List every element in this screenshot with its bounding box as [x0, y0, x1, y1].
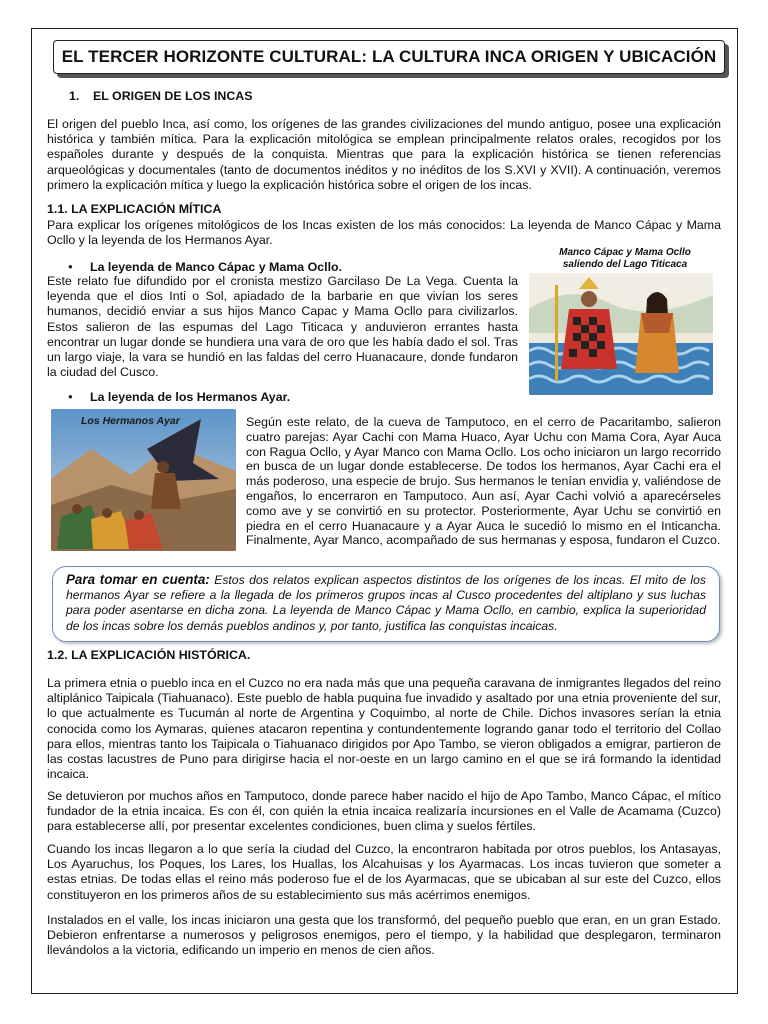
- bullet-dot: ●: [68, 262, 73, 271]
- legend-manco-text: Este relato fue difundido por el cronista mestizo Garcilaso De La Vega. Cuenta la leyenda que el dios Inti o Sol, apiadado de la barbarie en que vivían los seres humanos, decidió enviar a sus hijos Manco Capac y Mama Ocllo para civilizarlos. Estos salieron de las espumas del Lago Titicaca y anduvieron errantes hasta encontrar un lugar donde se hundiera una vara de oro que les había dado el sol. Tras un largo viaje, la vara se hundió en las faldas del cerro Huanacaure, donde fundaron la ciudad del Cusco.: [47, 274, 518, 380]
- caption-line: saliendo del Lago Titicaca: [562, 259, 688, 270]
- manco-capac-illustration: [529, 273, 713, 395]
- hermanos-ayar-illustration: [51, 409, 236, 551]
- historic-paragraph-1: La primera etnia o pueblo inca en el Cuzco no era nada más que una pequeña caravana de inmigrantes llegados del reino altiplánico Taipicala (Tiahuanaco). Este pueblo de habla puquina fue invadido y asaltado por una etnia proveniente del sur, lo que actualmente es Tucumán al norte de Argentina y Coquimbo, al norte de Chile. Dichos invasores serían la etnia conocida como los Aymaras, quienes atacaron repentina y contundentemente logrando ganar todo el territorio del Collao para ellos, mientras tanto los Taipicala o Tiahuanaco dirigidos por Apo Tambo, se vieron obligados a emigrar, partieron de las costas lacustres de Puno para dirigirse hacia el nor-oeste en un largo camino en el que se irá formando la identidad incaica.: [47, 676, 721, 782]
- section-number: 1.: [69, 89, 80, 103]
- note-lead: Para tomar en cuenta:: [66, 572, 210, 587]
- caption-line: Manco Cápac y Mama Ocllo: [559, 247, 691, 258]
- historic-paragraph-3: Cuando los incas llegaron a lo que sería la ciudad del Cuzco, la encontraron habitada por otros pueblos, los Antasayas, Los Ayaruchus, los Poques, los Lares, los Huallas, los Alcahuisas y los Ayarmacas. Los incas tuvieron que someter a estas etnias. De todas ellas el reino más poderoso fue el de los Ayarmacas, que se ubicaban al sur este del Cuzco, ellos constituyeron en los primeros años de su establecimiento sus más acérrimos enemigos.: [47, 842, 721, 902]
- subsection-heading-historic: 1.2. LA EXPLICACIÓN HISTÓRICA.: [47, 648, 251, 662]
- section-heading: EL ORIGEN DE LOS INCAS: [93, 89, 253, 103]
- figure-hermanos-ayar: [51, 409, 236, 551]
- legend-ayar-title: La leyenda de los Hermanos Ayar.: [90, 390, 291, 404]
- mythic-intro: Para explicar los orígenes mitológicos de los Incas existen de los más conocidos: La leyenda de Manco Cápac y Mama Ocllo y la leyenda de los Hermanos Ayar.: [47, 218, 721, 248]
- page-title: [53, 40, 725, 74]
- bullet-dot: ●: [68, 392, 73, 401]
- historic-paragraph-2: Se detuvieron por muchos años en Tamputoco, donde parece haber nacido el hijo de Apo Tambo, Manco Cápac, el mítico fundador de la etnia incaica. Es con él, con quién la etnia incaica realizaría incursiones en el Valle de Acamama (Cuzco) para establecerse allí, por presentar excelentes condiciones, buen clima y suelos fértiles.: [47, 789, 721, 834]
- page-title-text: EL TERCER HORIZONTE CULTURAL: LA CULTURA INCA ORIGEN Y UBICACIÓN: [61, 47, 717, 66]
- note-text: [66, 572, 706, 634]
- legend-ayar-text: Según este relato, de la cueva de Tamputoco, en el cerro de Pacaritambo, salieron cuatro parejas: Ayar Cachi con Mama Huaco, Ayar Uchu con Mama Cora, Ayar Auca con Ragua Ocllo, y Ayar Manco con Mama Ocllo. Los ocho iniciaron un largo recorrido en busca de un lugar donde establecerse. De todos los hermanos, Ayar Cachi era el más poderoso, una especie de brujo. Sus hermanos le tenían envidia y, valiéndose de engaños, lo encerraron en Tamputoco. Aun así, Ayar Cachi volvió a aparecérseles como ave y se convirtió en su protector. Posteriormente, Ayar Uchu se convirtió en piedra en el cerro Huanacaure y a Ayar Auca le sucedió lo mismo en el Inticancha. Finalmente, Ayar Manco, acompañado de sus hermanas y esposa, fundaron el Cuzco.: [246, 415, 721, 548]
- note-body: Estos dos relatos explican aspectos distintos de los orígenes de los incas. El mito de los hermanos Ayar se refiere a la llegada de los primeros grupos incas al Cusco procedentes del altiplano y sus luchas para poder asentarse en dicha zona. La leyenda de Manco Cápac y Mama Ocllo, en cambio, explica la superioridad de los incas sobre los demás pueblos andinos y, por tanto, justifica las conquistas incaicas.: [66, 573, 706, 633]
- historic-paragraph-4: Instalados en el valle, los incas iniciaron una gesta que los transformó, del pequeño pueblo que eran, en un gran Estado. Debieron enfrentarse a numerosos y peligrosos enemigos, pero el tiempo, y la habilidad que desplegaron, terminaron llevándolos a la victoria, edificando un imperio en menos de cien años.: [47, 913, 721, 958]
- figure-ayar-caption: Los Hermanos Ayar: [81, 415, 180, 427]
- bullet-legend-ayar: [68, 389, 290, 405]
- figure-manco-caption: [529, 247, 721, 271]
- legend-manco-title: La leyenda de Manco Cápac y Mama Ocllo.: [90, 260, 343, 274]
- figure-manco-capac-mama-ocllo: [529, 273, 713, 395]
- bullet-legend-manco: [68, 259, 342, 275]
- subsection-heading-mythic: 1.1. LA EXPLICACIÓN MÍTICA: [47, 202, 222, 216]
- intro-paragraph: El origen del pueblo Inca, así como, los orígenes de las grandes civilizaciones del mundo antiguo, posee una explicación histórica y también mítica. Para la explicación mitológica se emplean principalmente relatos orales, recogidos por los españoles durante y después de la conquista. Mientras que para la explicación histórica se tienen referencias arqueológicas y documentales (tanto de documentos inéditos y no inéditos de los S.XVI y XVII). A continuación, veremos primero la explicación mítica y luego la explicación histórica sobre el origen de los incas.: [47, 117, 721, 192]
